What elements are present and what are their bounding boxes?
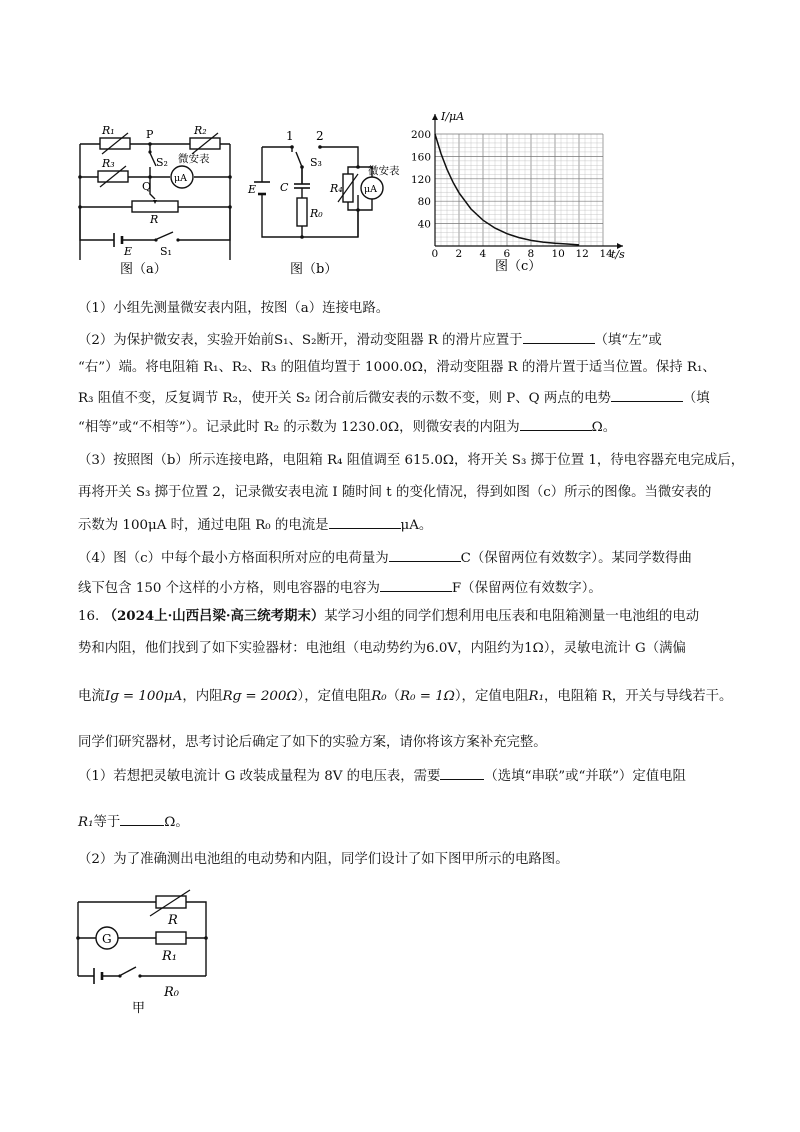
figure-jia-circuit <box>70 888 220 1018</box>
chart-y-tick-label: 40 <box>417 218 431 231</box>
q16-sub1-text-a-end: （选填“串联”或“并联”）定值电阻 <box>484 769 686 784</box>
q16-sub1-text-b: 等于 <box>93 815 121 830</box>
q15-part2-line3 <box>78 388 710 408</box>
label-q: Q <box>142 180 152 193</box>
chart-tick-labels <box>411 129 613 260</box>
q15-part2-line1 <box>78 330 662 350</box>
chart-x-tick-label: 6 <box>503 248 511 260</box>
q16-ig-value: Iɡ = 100μA <box>104 689 183 704</box>
chart-x-tick-label: 2 <box>455 248 463 260</box>
q15-part3-text-c-end: μA。 <box>400 518 433 533</box>
q16-text-3c: ），定值电阻 <box>297 689 372 704</box>
q16-sub2 <box>78 851 569 869</box>
q15-part2-text-c: R₃ 阻值不变，反复调节 R₂，使开关 S₂ 闭合前后微安表的示数不变，则 P、Q 两点的电势 <box>78 391 611 406</box>
q15-part4-text-b: 线下包含 150 个这样的小方格，则电容器的电容为 <box>78 581 380 596</box>
answer-blank-4a[interactable] <box>389 548 461 562</box>
figure-a-circuit <box>70 122 240 282</box>
figure-c-caption: 图（c） <box>495 259 542 274</box>
q15-part1-text: （1）小组先测量微安表内阻，按图（a）连接电路。 <box>78 301 390 316</box>
q15-part3-line1 <box>78 452 744 470</box>
q16-text-2a: 势和内阻，他们找到了如下实验器材：电池组（电动势约为 <box>78 641 427 656</box>
q15-part4-line1 <box>78 548 692 568</box>
q16-internal-resistance: 1Ω <box>524 641 544 656</box>
q15-part4-text-b-end: F（保留两位有效数字）。 <box>451 581 602 596</box>
figure-c-chart <box>410 108 630 280</box>
chart-y-tick-label: 160 <box>410 151 431 164</box>
answer-blank-16-1b[interactable] <box>120 812 164 826</box>
chart-x-tick-label: 4 <box>479 248 487 260</box>
chart-x-tick-label: 14 <box>599 248 613 260</box>
q16-text-3e: ），定值电阻 <box>454 689 529 704</box>
label-meter-unit: μA <box>364 184 378 195</box>
label-s3: S₃ <box>310 156 322 169</box>
chart-y-tick-label: 120 <box>410 173 431 186</box>
answer-blank-2b[interactable] <box>611 388 683 402</box>
q16-text-3a: 电流 <box>78 689 105 704</box>
label-g: G <box>102 932 112 946</box>
q16-r0-symbol: R₀ <box>371 689 387 704</box>
q16-line3 <box>78 688 732 706</box>
label-e: E <box>124 245 133 258</box>
q16-sub1-line2 <box>78 812 189 832</box>
q16-text-3f: ，电阻箱 R，开关与导线若干。 <box>543 689 733 704</box>
label-s2: S₂ <box>156 156 168 169</box>
figure-a-caption: 图（a） <box>120 262 167 277</box>
q16-emf-value: 6.0V <box>426 641 458 656</box>
chart-xlabel: t/s <box>611 248 625 261</box>
label-r0: R₀ <box>164 985 179 1000</box>
q16-r1-symbol: R₁ <box>528 689 544 704</box>
q16-line2 <box>78 640 686 658</box>
q16-rg-value: Rɡ = 200Ω <box>222 689 298 704</box>
q15-part3-text-c: 示数为 100μA 时，通过电阻 R₀ 的电流是 <box>78 518 329 533</box>
chart-y-tick-label: 80 <box>417 196 431 209</box>
q16-text-3b: ，内阻 <box>182 689 223 704</box>
label-s1: S₁ <box>160 245 172 258</box>
q15-part3-text-a: （3）按照图（b）所示连接电路，电阻箱 R₄ 阻值调至 615.0Ω，将开关 S₃ 掷于位置 1，待电容器充电完成后， <box>78 453 745 468</box>
chart-y-axis-arrow <box>432 114 438 120</box>
label-p: P <box>146 128 154 141</box>
q16-text-3d: （ <box>386 689 401 704</box>
q15-part4-text-a: （4）图（c）中每个最小方格面积所对应的电荷量为 <box>78 551 389 566</box>
q15-part1 <box>78 300 389 318</box>
q15-part2-text-b: “右”）端。将电阻箱 R₁、R₂、R₃ 的阻值均置于 1000.0Ω，滑动变阻器 R 的滑片置于适当位置。保持 R₁、 <box>78 360 716 375</box>
q15-part3-line3 <box>78 515 432 535</box>
q15-part4-line2 <box>78 578 602 598</box>
q16-sub1-text-b-end: Ω。 <box>164 815 189 830</box>
answer-blank-16-1a[interactable] <box>440 766 484 780</box>
chart-y-tick-label: 200 <box>410 129 431 141</box>
q16-sub2-text: （2）为了准确测出电池组的电动势和内阻，同学们设计了如下图甲所示的电路图。 <box>78 852 569 867</box>
label-r1: R₁ <box>102 124 115 137</box>
chart-ylabel: I/μA <box>441 110 465 123</box>
answer-blank-4b[interactable] <box>380 578 452 592</box>
q16-sub1-line1 <box>78 766 686 786</box>
q16-source: （2024上·山西吕梁·高三统考期末） <box>103 608 325 624</box>
label-meter: 微安表 <box>368 165 400 177</box>
chart-grid <box>435 134 603 246</box>
chart-x-tick-label: 10 <box>551 248 565 260</box>
label-r2: R₂ <box>194 124 207 137</box>
q15-part2-line2 <box>78 359 716 377</box>
label-meter-unit: μA <box>174 173 188 184</box>
figure-jia-caption: 甲 <box>132 1001 146 1016</box>
label-r: R <box>168 913 178 928</box>
label-e: E <box>248 183 257 196</box>
q15-part2-text-a: （2）为保护微安表，实验开始前S₁、S₂断开，滑动变阻器 R 的滑片应置于 <box>78 333 523 348</box>
q16-text-2c: ），灵敏电流计 G（满偏 <box>543 641 686 656</box>
q16-text-1: 某学习小组的同学们想利用电压表和电阻箱测量一电池组的电动 <box>324 609 700 624</box>
q15-part2-text-a-end: （填“左”或 <box>594 333 662 348</box>
q15-part3-line2 <box>78 484 711 502</box>
figure-b-circuit <box>248 122 408 282</box>
q16-r1-symbol-2: R₁ <box>78 815 94 830</box>
q15-part4-text-a-end: C（保留两位有效数字）。某同学数得曲 <box>460 551 692 566</box>
label-pos2: 2 <box>316 129 324 143</box>
chart-x-tick-label: 12 <box>575 248 589 260</box>
label-meter: 微安表 <box>178 153 210 165</box>
figure-b-caption: 图（b） <box>290 262 338 277</box>
q16-text-4: 同学们研究器材，思考讨论后确定了如下的实验方案，请你将该方案补充完整。 <box>78 735 547 750</box>
answer-blank-3[interactable] <box>329 515 401 529</box>
q16-number: 16. <box>78 609 100 624</box>
label-r0: R₀ <box>310 207 323 220</box>
q16-r0-value: R₀ = 1Ω <box>400 689 455 704</box>
q15-part2-text-d: “相等”或“不相等”）。记录此时 R₂ 的示数为 1230.0Ω，则微安表的内阻为 <box>78 420 520 435</box>
q15-part2-line4 <box>78 417 616 437</box>
q15-part2-text-c-end: （填 <box>682 391 710 406</box>
label-r1: R₁ <box>162 949 177 964</box>
chart-x-tick-label: 0 <box>431 248 439 260</box>
label-r3: R₃ <box>102 157 115 170</box>
q16-line1 <box>78 607 699 626</box>
answer-blank-2c[interactable] <box>520 417 592 431</box>
q15-part2-text-d-end: Ω。 <box>591 420 617 435</box>
answer-blank-2a[interactable] <box>523 330 595 344</box>
label-pos1: 1 <box>286 129 294 143</box>
label-c: C <box>280 181 289 194</box>
label-r4: R₄ <box>330 182 343 195</box>
q16-line4 <box>78 734 547 752</box>
q16-text-2b: ，内阻约为 <box>457 641 525 656</box>
q15-part3-text-b: 再将开关 S₃ 掷于位置 2，记录微安表电流 I 随时间 t 的变化情况，得到如图（c）所示的图像。当微安表的 <box>78 485 712 500</box>
chart-x-tick-label: 8 <box>527 248 535 260</box>
q16-sub1-text-a: （1）若想把灵敏电流计 G 改装成量程为 8V 的电压表，需要 <box>78 769 441 784</box>
label-r: R <box>150 213 159 226</box>
